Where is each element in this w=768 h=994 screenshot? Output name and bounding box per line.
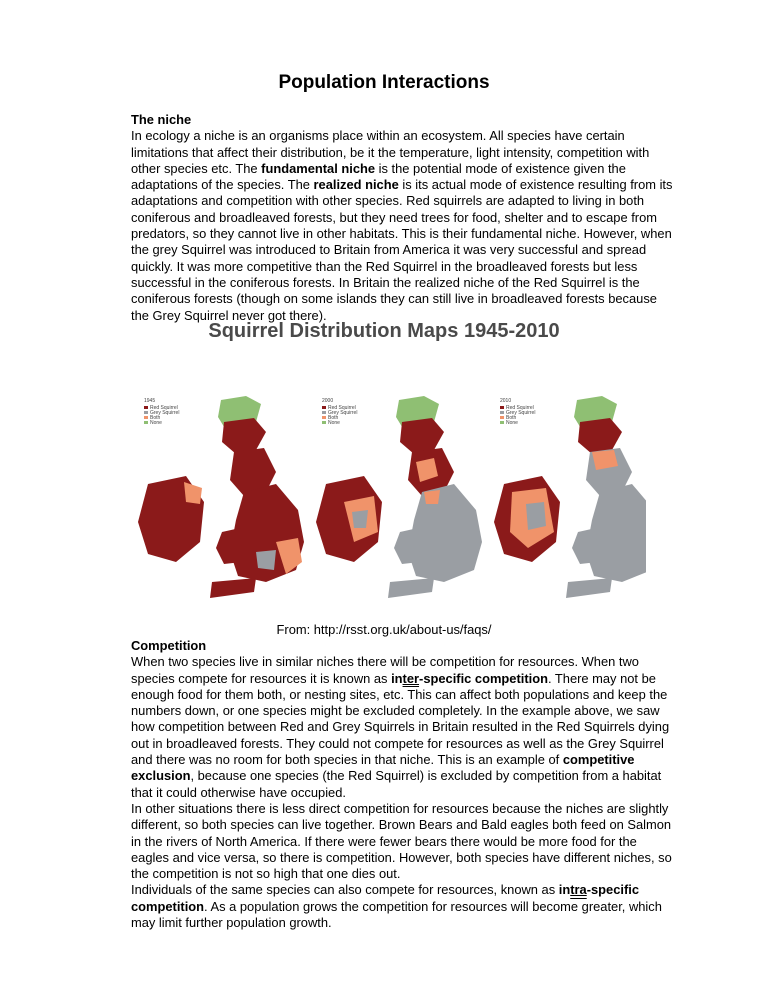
svg-text:None: None — [328, 420, 340, 426]
squirrel-distribution-maps — [126, 392, 646, 614]
competition-text-1: When two species live in similar niches there will be competition for resources. When two species compete for resources it is known as — [131, 654, 639, 686]
competition-text-5: . As a population grows the competition for resources will become greater, which may limit further population growth. — [131, 898, 662, 931]
svg-text:Red Squirrel: Red Squirrel — [328, 405, 356, 411]
competition-paragraph-1 — [131, 654, 676, 801]
map-2000 — [316, 396, 482, 598]
competition-text-2: . There may not be enough food for them both, or nesting sites, etc. This can affect both populations and keep the numbers down, or one species might be excluded completely. In the example above, we saw how competition between Red and Grey Squirrels in Britain resulted in the Red Squirrels dying out in broadleaved forests. They could not compete for resources as well as the Grey Squirrel and there was no room for both species in that niche. This is an example of — [131, 670, 670, 768]
niche-text-3: is its actual mode of existence resulting from its adaptations and competition with other species. Red squirrels are adapted to living in both coniferous and broadleaved forests, but they need trees for food, shelter and to escape from predators, so they cannot live in other habitats. This is their fundamental niche. However, when the grey Squirrel was introduced to Britain from America it was very successful and spread quickly. It was more competitive than the Red Squirrel in the broadleaved forests but less successful in the coniferous forests. In Britain the realized niche of the Red Squirrel is the coniferous forests (though on some islands they can still live in broadleaved forests because the Grey Squirrel never got there). — [131, 177, 673, 323]
svg-text:2000: 2000 — [322, 398, 334, 404]
map-2010 — [494, 396, 646, 598]
niche-paragraph — [131, 128, 676, 324]
niche-text-1: In ecology a niche is an organisms place within an ecosystem. All species have certain limitations that affect their distribution, be it the temperature, light intensity, competition with other species etc. The — [131, 128, 650, 176]
svg-text:Both: Both — [328, 415, 339, 421]
svg-text:Grey Squirrel: Grey Squirrel — [506, 410, 536, 416]
competition-heading: Competition — [131, 638, 207, 653]
competition-section — [131, 638, 676, 931]
svg-text:None: None — [150, 420, 162, 426]
figure-title: Squirrel Distribution Maps 1945-2010 — [208, 320, 560, 342]
page-title: Population Interactions — [278, 72, 490, 93]
niche-heading: The niche — [131, 112, 192, 127]
svg-text:Grey Squirrel: Grey Squirrel — [328, 410, 358, 416]
svg-text:None: None — [506, 420, 518, 426]
term-realized-niche: realized niche — [313, 177, 399, 193]
map-year-label: 1945 — [144, 398, 156, 404]
svg-text:2010: 2010 — [500, 398, 512, 404]
niche-text-2: is the potential mode of existence given the adaptations of the species. The — [131, 160, 626, 193]
map-1945 — [138, 396, 304, 598]
term-intra-specific: intra-specific competition — [131, 882, 640, 914]
competition-text-4: Individuals of the same species can also compete for resources, known as — [131, 882, 559, 898]
svg-text:Both: Both — [506, 415, 517, 421]
term-fundamental-niche: fundamental niche — [261, 160, 376, 176]
svg-text:Both: Both — [150, 415, 161, 421]
competition-text-3: , because one species (the Red Squirrel) is excluded by competition from a habitat that it could otherwise have occupied. — [131, 768, 662, 800]
competition-paragraph-2: In other situations there is less direct competition for resources because the niches are slightly different, so both species can live together. Brown Bears and Bald eagles both feed on Salmon in the rivers of North America. If there were fewer bears there would be more food for the eagles and vice versa, so there is competition. However, both species have different niches, so the competition is not so high that one dies out. — [131, 800, 672, 882]
figure-caption: From: http://rsst.org.uk/about-us/faqs/ — [276, 622, 492, 637]
svg-text:Red Squirrel: Red Squirrel — [506, 405, 534, 411]
competition-paragraph-3 — [131, 882, 676, 931]
svg-text:Red Squirrel: Red Squirrel — [150, 405, 178, 411]
term-competitive-exclusion: competitive exclusion — [131, 752, 635, 784]
svg-text:Grey Squirrel: Grey Squirrel — [150, 410, 180, 416]
term-inter-specific: inter-specific competition — [391, 670, 548, 686]
niche-section — [131, 112, 676, 324]
